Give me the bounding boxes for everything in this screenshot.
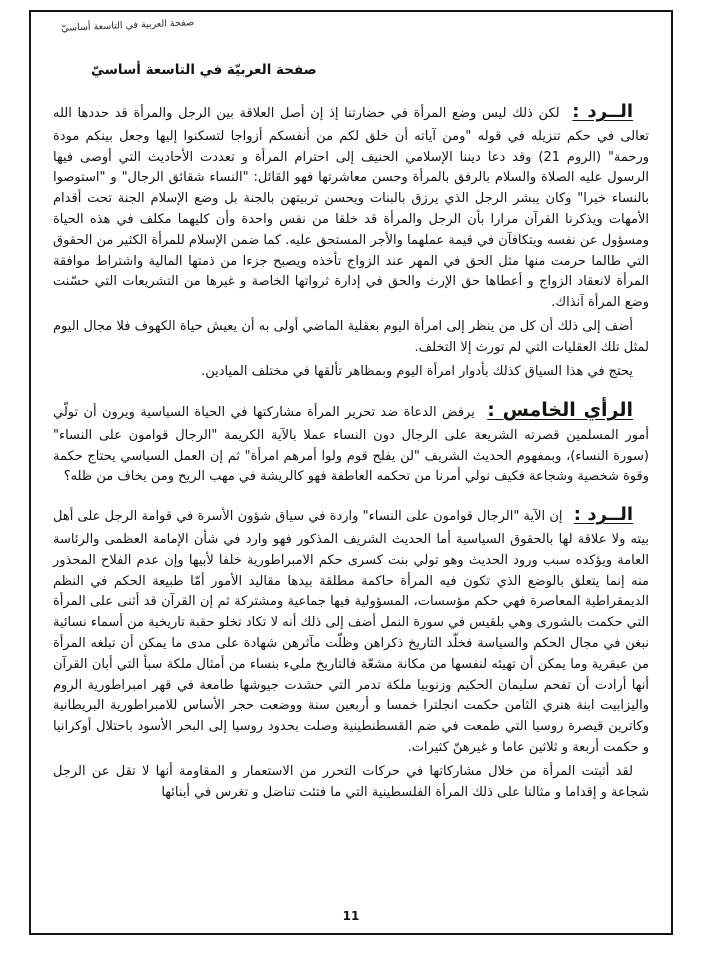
document-body [53, 98, 649, 803]
section-heading-response-1: الــرد : [572, 101, 633, 122]
paragraph-text-response-1: لكن ذلك ليس وضع المرأة في حضارتنا إذ إن أصل العلاقة بين الرجل والمرأة قد حددها الله تعالى في حكم تنزيله في قوله "ومن آياته أن خلق لكم من أنفسكم أزواجا لتسكنوا إليها وجعل بينكم مودة ورحمة" (الروم 21) وقد دعا ديننا الإسلامي الحنيف إلى احترام المرأة و تعددت الأحاديث التي أوصى فيها الرسول عليه الصلاة والسلام بالرفق بالمرأة وحسن معاشرتها فهو القائل: "النساء شقائق الرجال" و "استوصوا بالنساء خيرا" وكان يبشر الرجل الذي يرزق بالبنات ويحسن تربيتهن بالجنة بل وضع الإسلام الجنة تحت أقدام الأمهات ويذكرنا القرآن مرارا بأن الرجل والمرأة قد خلقا من نفس واحدة وأن كليهما مكلف في هذه الحياة ومسؤول عن نفسه ويتكافآن في قيمة عملهما والأجر المستحق عليه. كما ضمن الإسلام للمرأة الكثير من الحقوق التي طالما حرمت منها مثل الحق في المهر عند الزواج تأخذه ويصبح جزءا من ذمتها المالية واشتراط موافقة المرأة لانعقاد الزواج و أعطاها حق الإرث والحق في إدارة ثرواتها الخاصة و غيرها من التشريعات التي حسّنت وضع المرأة آنذاك. [53, 106, 649, 311]
paragraph-conclusion [53, 762, 649, 804]
section-response-2 [53, 501, 649, 759]
page-number: 11 [342, 909, 360, 923]
section-response-1 [53, 98, 649, 314]
paragraph-context [53, 362, 649, 383]
section-fifth-opinion [53, 395, 649, 488]
paragraph-text-response-2: إن الآية "الرجال قوامون على النساء" واردة في سياق شؤون الأسرة في قوامة الرجل على أهل بيته ولا علاقة لها بالحقوق السياسية أما الحديث الشريف المذكور فهو وارد في شأن الإمامة العظمى والرئاسة العامة ويؤكده سبب ورود الحديث وهو تولي بنت كسرى حكم الامبراطورية خلفا لأبيها وإن عدم الفلاح المحذور منه إنما يتعلق بالوضع الذي تكون فيه المرأة حاكمة مطلقة بيدها مقاليد الأمور أمّا طبيعة الحكم في النظم الديمقراطية المعاصرة فهي حكم مؤسسات، المسؤولية فيها جماعية ومشتركة ثم إن القرآن قد أثنى على المرأة التي حكمت بالشورى وهي بلقيس في سورة النمل أضف إلى ذلك أنه لا تكاد تخلو حقبة تاريخية من أسماء نسائية نبغن في مجال الحكم والسياسة فخلّد التاريخ ذكراهن وظلّت مآثرهن شهادة على مدى ما يمكن أن تبلغه المرأة من عبقرية وما يمكن أن تهيئه لنفسها من مكانة مشعّة فالتاريخ مليء بنساء من أمثال ملكة سبأ التي أبان القرآن أنها أرادت أن تفحم سليمان الحكيم وزنوبيا ملكة تدمر التي حشدت جيوشها طامعة في قهر امبراطورية الروم واليزابيت ابنة هنري الثامن حكمت انجلترا خمسا و أربعين سنة ووضعت حجر الأساس للامبراطورية البريطانية وكاترين قيصرة روسيا التي طمعت في ضم القسطنطينية وصلت بحدود روسيا إلى البحر الأسود باحتلال أوكرانيا و حكمت أربعة و ثلاثين عاما و غيرهنّ كثيرات. [53, 509, 649, 755]
paragraph-text-context: يحتج في هذا السياق كذلك بأدوار امرأة اليوم وبمظاهر تألقها في مختلف الميادين. [201, 363, 633, 379]
section-heading-response-2: الــرد : [573, 504, 633, 526]
page-border [29, 10, 673, 935]
paragraph-addendum [53, 317, 649, 359]
paragraph-text-fifth-opinion: يرفض الدعاة ضد تحرير المرأة مشاركتها في الحياة السياسية ويرون أن تولّي أمور المسلمين قصرته الشريعة على الرجال دون النساء عملا بالآية الكريمة "الرجال قوامون على النساء" (سورة النساء)، وبمفهوم الحديث الشريف "لن يفلح قوم ولوا أمرهم امرأة" ثم إن العمل السياسي يحتاج حكمة وقوة شخصية وشجاعة فكيف نولي أمرنا من تحكمه العاطفة فهو كالريشة في مهب الريح ومن يخاف من ظله؟ [53, 405, 649, 485]
paragraph-text-addendum: أضف إلى ذلك أن كل من ينظر إلى امرأة اليوم بعقلية الماضي أولى به أن يعيش حياة الكهوف فلا مجال اليوم لمثل تلك العقليات التي لم تورث إلا التخلف. [53, 318, 649, 355]
paragraph-text-conclusion: لقد أثبتت المرأة من خلال مشاركاتها في حركات التحرر من الاستعمار و المقاومة أنها لا تقل عن الرجل شجاعة و إقداما و مثالنا على ذلك المرأة الفلسطينية التي ما فتئت تناضل و تغرس في أبنائها [53, 763, 649, 800]
section-heading-fifth-opinion: الرأي الخامس : [487, 399, 633, 422]
running-header: صفحة العربية في التاسعة أساسيّ [61, 17, 195, 34]
page-title: صفحة العربيّة في التاسعة أساسيّ [91, 62, 317, 78]
